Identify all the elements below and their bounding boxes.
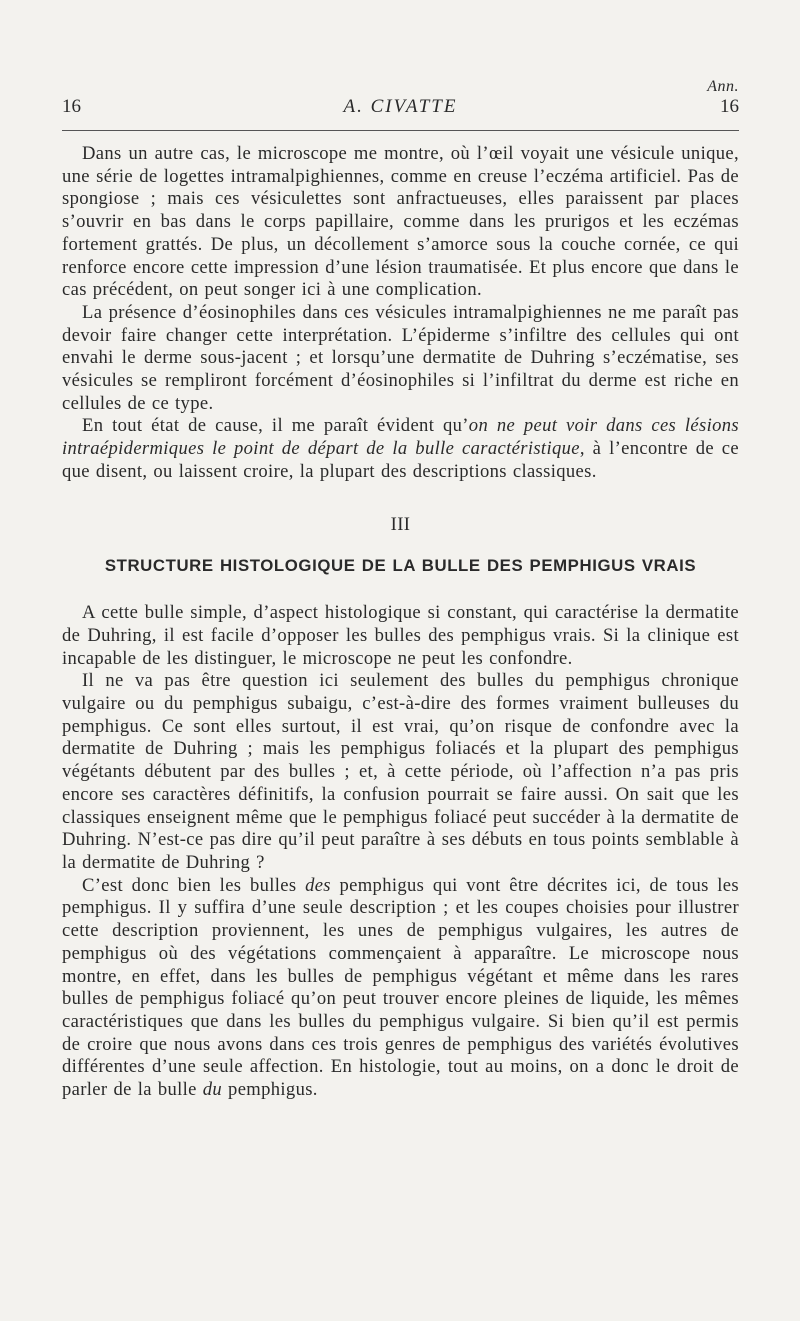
body-text xyxy=(62,143,739,1102)
paragraph-3-end: , à l’encontre de ce que disent, ou laissent croire, la plupart des descriptions classiques. xyxy=(62,438,739,482)
paragraph-6-italic-des: des xyxy=(305,874,331,896)
paragraph-3-italic: on ne peut voir dans ces lésions intraépidermiques le point de départ de la bulle caractéristique xyxy=(62,415,739,460)
paragraph-6-italic-du: du xyxy=(202,1079,223,1101)
paragraph-6 xyxy=(62,875,739,1102)
running-head xyxy=(62,78,739,128)
section-title: STRUCTURE HISTOLOGIQUE DE LA BULLE DES PEMPHIGUS VRAIS xyxy=(104,556,697,576)
paragraph-2: La présence d’éosinophiles dans ces vésicules intramalpighiennes ne me paraît pas devoir faire changer cette interprétation. L’épiderme s’infiltre des cellules qui ont envahi le derme sous-jacent ; et lorsqu’une dermatite de Duhring s’eczématise, ses vésicules se rempliront forcément d’éosinophiles si l’infiltrat du derme est riche en cellules de ce type. xyxy=(62,301,739,414)
paragraph-5: Il ne va pas être question ici seulement des bulles du pemphigus chronique vulgaire ou du pemphigus subaigu, c’est-à-dire des formes vraiment bulleuses du pemphigus. Ce sont elles surtout, il est vrai, qu’on risque de confondre avec la dermatite de Duhring ; mais les pemphigus foliacés et la plupart des pemphigus végétants débutent par des bulles ; et, à cette période, où l’affection n’a pas pris encore ses caractères définitifs, la confusion pourrait se faire aussi. On sait que les classiques enseignent même que le pemphigus foliacé peut succéder à la dermatite de Duhring. N’est-ce pas dire qu’il peut paraître à ses débuts en tous points semblable à la dermatite de Duhring ? xyxy=(62,670,739,873)
paragraph-6-end: pemphigus. xyxy=(222,1079,318,1101)
paragraph-3-start: En tout état de cause, il me paraît évident qu’ xyxy=(82,415,469,437)
page-number-right: 16 xyxy=(720,96,739,117)
paragraph-6-start: C’est donc bien les bulles xyxy=(82,874,306,896)
section-numeral: III xyxy=(390,513,411,535)
paragraph-6-middle: pemphigus qui vont être décrites ici, de tous les pemphigus. Il y suffira d’une seule description ; et les coupes choisies pour illustrer cette description proviennent, les unes de pemphigus vulgaires, les autres de pemphigus où des végétations commençaient à apparaître. Le microscope nous montre, en effet, dans les bulles de pemphigus végétant et même dans les rares bulles de pemphigus foliacé qu’on peut trouver encore pleines de liquide, les mêmes caractéristiques que dans les bulles du pemphigus vulgaire. Si bien qu’il est permis de croire que nous avons dans ces trois genres de pemphigus des variétés évolutives différentes d’une seule affection. En histologie, tout au moins, on a donc le droit de parler de la bulle xyxy=(62,874,739,1101)
author-name: A. CIVATTE xyxy=(343,96,458,117)
paragraph-4: A cette bulle simple, d’aspect histologique si constant, qui caractérise la dermatite de Duhring, il est facile d’opposer les bulles des pemphigus vrais. Si la clinique est incapable de les distinguer, le microscope ne peut les confondre. xyxy=(62,602,739,669)
page-number-left: 16 xyxy=(62,96,81,117)
paragraph-1: Dans un autre cas, le microscope me montre, où l’œil voyait une vésicule unique, une série de logettes intramalpighiennes, comme en creuse l’eczéma artificiel. Pas de spongiose ; mais ces vésiculettes sont anfractueuses, elles paraissent par places s’ouvrir en bas dans le corps papillaire, comme dans les prurigos et les eczémas fortement grattés. De plus, un décollement s’amorce sous la couche cornée, ce qui renforce encore cette impression d’une lésion traumatisée. Et plus encore que dans le cas précédent, on peut songer ici à une complication. xyxy=(62,143,739,301)
header-rule xyxy=(62,130,739,131)
journal-abbreviation: Ann. xyxy=(707,78,739,95)
paragraph-3 xyxy=(62,415,739,483)
